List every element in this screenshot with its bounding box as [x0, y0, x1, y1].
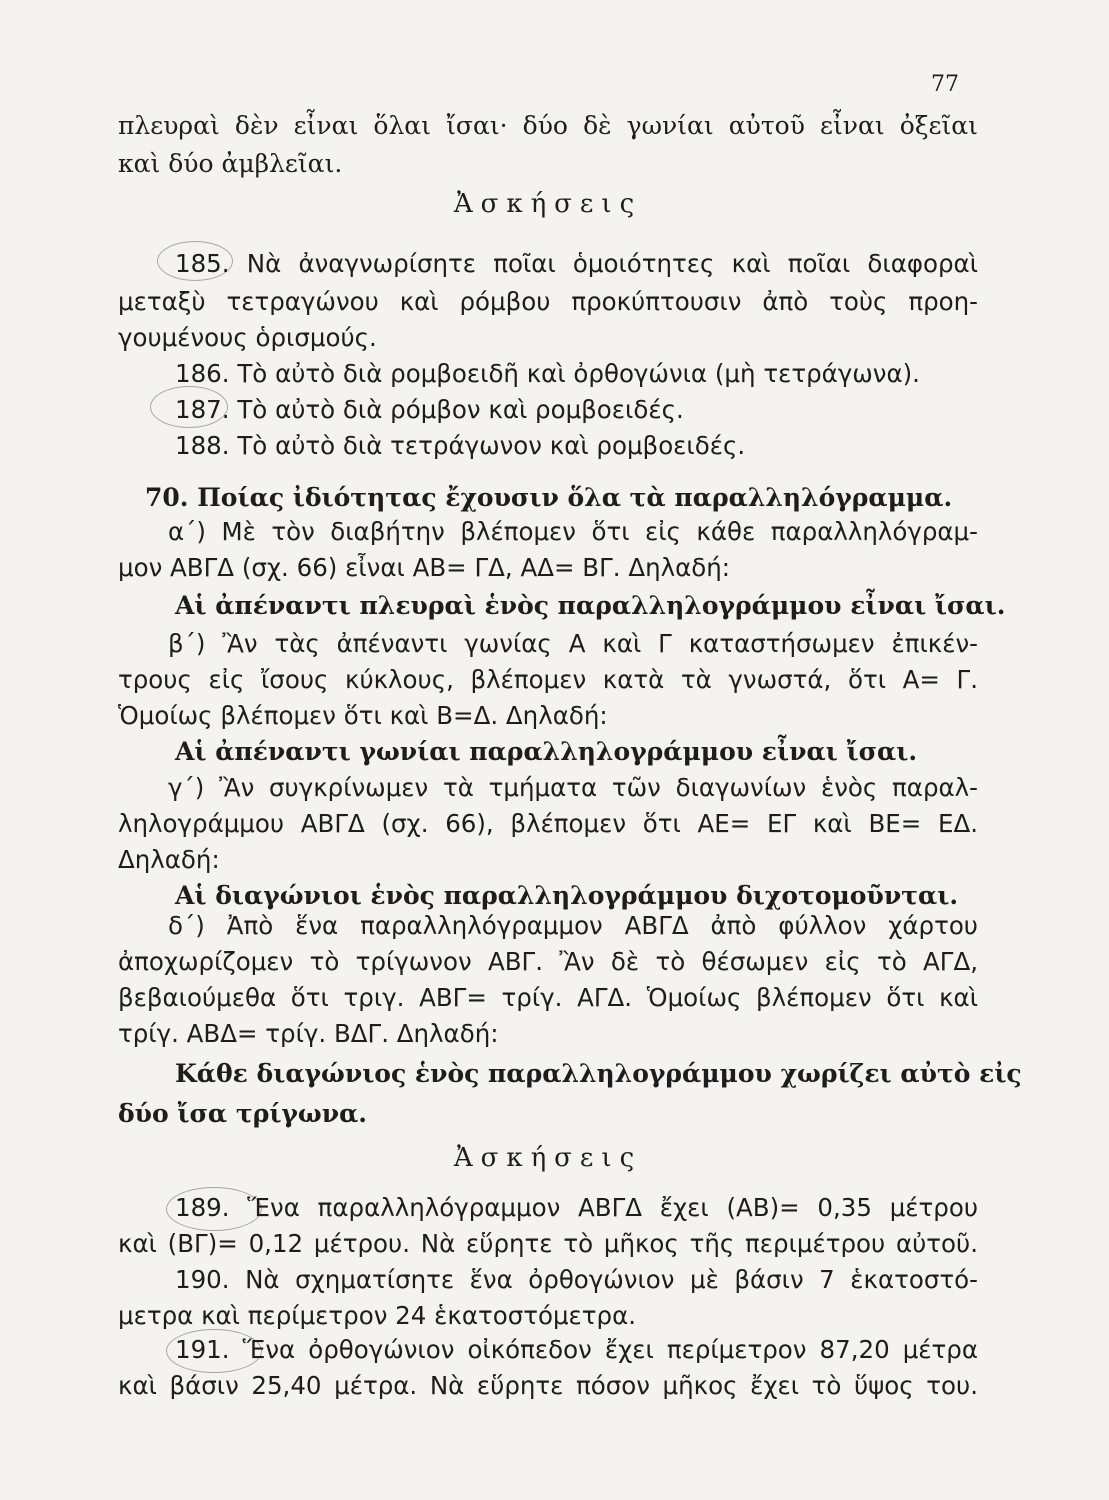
section-a-line-1: α΄) Μὲ τὸν διαβήτην βλέπομεν ὅτι εἰς κάθε παραλληλόγραμ- — [168, 517, 978, 546]
exercise-186: 186. Τὸ αὐτὸ διὰ ρομβοειδῆ καὶ ὀρθογώνια (μὴ τετράγωνα). — [175, 359, 920, 388]
section-a-line-2: μον ΑΒΓΔ (σχ. 66) εἶναι ΑΒ= ΓΔ, ΑΔ= ΒΓ. Δηλαδή: — [118, 553, 731, 582]
exercise-190-line-2: μετρα καὶ περίμετρον 24 ἑκατοστόμετρα. — [118, 1301, 637, 1330]
rule-2: Αἱ ἀπέναντι γωνίαι παραλληλογράμμου εἶναι ἴσαι. — [175, 737, 918, 766]
section-b-line-1: β΄) Ἂν τὰς ἀπέναντι γωνίας Α καὶ Γ καταστήσωμεν ἐπικέν- — [168, 629, 978, 658]
exercise-191-line-1: 191. Ἕνα ὀρθογώνιον οἰκόπεδον ἔχει περίμετρον 87,20 μέτρα — [175, 1335, 978, 1364]
exercise-188: 188. Τὸ αὐτὸ διὰ τετράγωνον καὶ ρομβοειδές. — [175, 431, 746, 460]
exercises-heading-2: Ἀσκήσεις — [453, 1143, 643, 1173]
rule-1: Αἱ ἀπέναντι πλευραὶ ἑνὸς παραλληλογράμμου εἶναι ἴσαι. — [175, 591, 1006, 620]
section-c-line-1: γ΄) Ἂν συγκρίνωμεν τὰ τμήματα τῶν διαγωνίων ἑνὸς παραλ- — [168, 773, 978, 802]
section-70-title: 70. Ποίας ἰδιότητας ἔχουσιν ὅλα τὰ παραλληλόγραμμα. — [145, 483, 953, 512]
rule-3: Αἱ διαγώνιοι ἑνὸς παραλληλογράμμου διχοτομοῦνται. — [175, 881, 959, 910]
intro-line-2: καὶ δύο ἀμβλεῖαι. — [118, 149, 343, 178]
exercise-189-line-2: καὶ (ΒΓ)= 0,12 μέτρου. Νὰ εὕρητε τὸ μῆκος τῆς περιμέτρου αὐτοῦ. — [118, 1229, 978, 1258]
page-number: 77 — [931, 72, 959, 97]
exercises-heading-1: Ἀσκήσεις — [453, 189, 643, 219]
section-c-line-3: Δηλαδή: — [118, 845, 220, 874]
exercise-185-line-1: 185. Νὰ ἀναγνωρίσητε ποῖαι ὁμοιότητες καὶ ποῖαι διαφοραὶ — [175, 249, 978, 278]
section-b-line-3: Ὁμοίως βλέπομεν ὅτι καὶ Β=Δ. Δηλαδή: — [118, 701, 608, 730]
exercise-190-line-1: 190. Νὰ σχηματίσητε ἕνα ὀρθογώνιον μὲ βάσιν 7 ἑκατοστό- — [175, 1265, 978, 1294]
exercise-185-line-3: γουμένους ὁρισμούς. — [118, 323, 377, 352]
intro-line-1: πλευραὶ δὲν εἶναι ὅλαι ἴσαι· δύο δὲ γωνίαι αὐτοῦ εἶναι ὀξεῖαι — [118, 111, 978, 140]
section-d-line-1: δ΄) Ἀπὸ ἕνα παραλληλόγραμμον ΑΒΓΔ ἀπὸ φύλλον χάρτου — [168, 911, 978, 940]
section-d-line-3: βεβαιούμεθα ὅτι τριγ. ΑΒΓ= τρίγ. ΑΓΔ. Ὁμοίως βλέπομεν ὅτι καὶ — [118, 983, 978, 1012]
rule-4-line-2: δύο ἴσα τρίγωνα. — [118, 1099, 368, 1128]
rule-4-line-1: Κάθε διαγώνιος ἑνὸς παραλληλογράμμου χωρίζει αὐτὸ εἰς — [175, 1059, 1022, 1088]
exercise-185-line-2: μεταξὺ τετραγώνου καὶ ρόμβου προκύπτουσιν ἀπὸ τοὺς προη- — [118, 287, 978, 316]
section-b-line-2: τρους εἰς ἴσους κύκλους, βλέπομεν κατὰ τὰ γνωστά, ὅτι Α= Γ. — [118, 665, 978, 694]
section-d-line-2: ἀποχωρίζομεν τὸ τρίγωνον ΑΒΓ. Ἂν δὲ τὸ θέσωμεν εἰς τὸ ΑΓΔ, — [118, 947, 978, 976]
exercise-191-line-2: καὶ βάσιν 25,40 μέτρα. Νὰ εὕρητε πόσον μῆκος ἔχει τὸ ὕψος του. — [118, 1371, 978, 1400]
section-d-line-4: τρίγ. ΑΒΔ= τρίγ. ΒΔΓ. Δηλαδή: — [118, 1019, 499, 1048]
exercise-187: 187. Τὸ αὐτὸ διὰ ρόμβον καὶ ρομβοειδές. — [175, 395, 684, 424]
exercise-189-line-1: 189. Ἕνα παραλληλόγραμμον ΑΒΓΔ ἔχει (ΑΒ)= 0,35 μέτρου — [175, 1193, 978, 1222]
section-c-line-2: ληλογράμμου ΑΒΓΔ (σχ. 66), βλέπομεν ὅτι ΑΕ= ΕΓ καὶ ΒΕ= ΕΔ. — [118, 809, 978, 838]
